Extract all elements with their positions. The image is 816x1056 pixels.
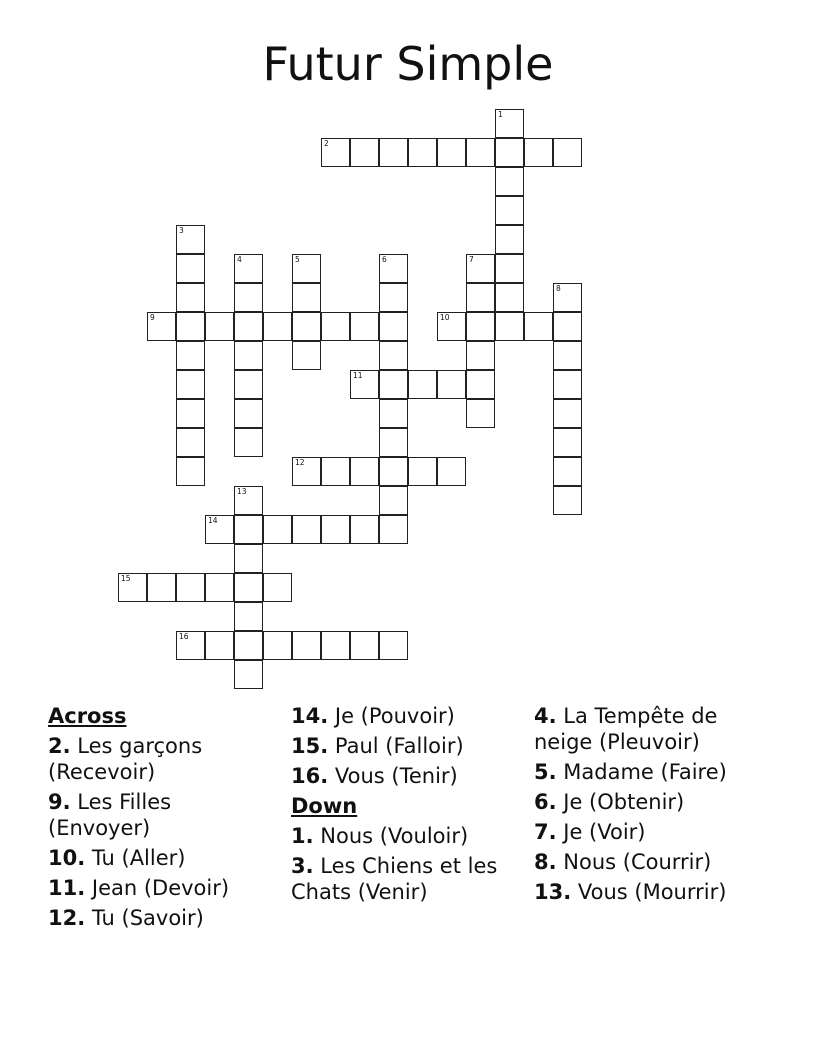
clue-number: 10. — [48, 846, 86, 870]
clue-number-label: 10 — [440, 313, 450, 322]
crossword-cell[interactable] — [350, 631, 379, 660]
clue-item — [48, 845, 278, 871]
clue-number-label: 8 — [556, 284, 561, 293]
crossword-cell[interactable] — [176, 573, 205, 602]
clue-number-label: 11 — [353, 371, 363, 380]
crossword-cell[interactable] — [495, 312, 524, 341]
crossword-cell[interactable] — [234, 312, 263, 341]
crossword-cell[interactable] — [379, 312, 408, 341]
crossword-cell[interactable] — [234, 399, 263, 428]
clue-text: Je (Pouvoir) — [328, 704, 455, 728]
clue-text: Vous (Mourrir) — [571, 880, 727, 904]
crossword-cell[interactable] — [292, 515, 321, 544]
clue-number-label: 1 — [498, 110, 503, 119]
clue-text: Jean (Devoir) — [85, 876, 230, 900]
clue-text: Les Chiens et les Chats (Venir) — [291, 854, 498, 904]
crossword-cell[interactable] — [176, 370, 205, 399]
clue-text: Les Filles (Envoyer) — [48, 790, 172, 840]
crossword-cell[interactable] — [292, 631, 321, 660]
clue-number-label: 6 — [382, 255, 387, 264]
page-title: Futur Simple — [262, 37, 554, 91]
crossword-cell[interactable] — [263, 515, 292, 544]
clue-number-label: 9 — [150, 313, 155, 322]
clue-item — [291, 733, 521, 759]
crossword-cell[interactable] — [176, 341, 205, 370]
clue-number-label: 15 — [121, 574, 131, 583]
clue-heading: Down — [291, 794, 358, 818]
clue-text: Je (Obtenir) — [556, 790, 685, 814]
clue-text: Les garçons (Recevoir) — [48, 734, 203, 784]
crossword-cell[interactable] — [292, 254, 321, 283]
clue-item — [48, 905, 278, 931]
crossword-cell[interactable] — [292, 312, 321, 341]
crossword-cell[interactable] — [379, 283, 408, 312]
crossword-cell[interactable] — [495, 254, 524, 283]
crossword-cell[interactable] — [234, 660, 263, 689]
clue-number-label: 14 — [208, 516, 218, 525]
clue-text: Madame (Faire) — [556, 760, 727, 784]
crossword-cell[interactable] — [466, 283, 495, 312]
clue-number: 3. — [291, 854, 314, 878]
crossword-cell[interactable] — [292, 341, 321, 370]
clue-heading: Across — [48, 704, 127, 728]
crossword-cell[interactable] — [408, 457, 437, 486]
clue-number: 11. — [48, 876, 86, 900]
clue-text: Paul (Falloir) — [328, 734, 464, 758]
crossword-cell[interactable] — [379, 138, 408, 167]
clue-column-1 — [48, 703, 278, 935]
crossword-cell[interactable] — [553, 399, 582, 428]
crossword-cell[interactable] — [495, 196, 524, 225]
crossword-cell[interactable] — [321, 312, 350, 341]
clue-number: 9. — [48, 790, 71, 814]
crossword-cell[interactable] — [553, 283, 582, 312]
clue-column-2 — [291, 703, 521, 909]
crossword-cell[interactable] — [495, 283, 524, 312]
crossword-cell[interactable] — [408, 138, 437, 167]
crossword-cell[interactable] — [234, 515, 263, 544]
crossword-cell[interactable] — [234, 428, 263, 457]
crossword-cell[interactable] — [466, 312, 495, 341]
crossword-cell[interactable] — [321, 457, 350, 486]
crossword-cell[interactable] — [466, 399, 495, 428]
clue-item — [534, 789, 774, 815]
crossword-cell[interactable] — [176, 428, 205, 457]
clue-number: 2. — [48, 734, 71, 758]
crossword-cell[interactable] — [321, 515, 350, 544]
crossword-cell[interactable] — [350, 370, 379, 399]
crossword-cell[interactable] — [553, 312, 582, 341]
crossword-cell[interactable] — [176, 312, 205, 341]
crossword-cell[interactable] — [234, 573, 263, 602]
crossword-cell[interactable] — [524, 312, 553, 341]
crossword-cell[interactable] — [379, 399, 408, 428]
clue-number-label: 12 — [295, 458, 305, 467]
crossword-cell[interactable] — [466, 138, 495, 167]
crossword-cell[interactable] — [176, 283, 205, 312]
crossword-cell[interactable] — [176, 457, 205, 486]
crossword-cell[interactable] — [118, 573, 147, 602]
crossword-cell[interactable] — [205, 312, 234, 341]
clue-number: 8. — [534, 850, 557, 874]
crossword-cell[interactable] — [495, 138, 524, 167]
clue-item — [534, 703, 774, 755]
crossword-cell[interactable] — [321, 138, 350, 167]
clue-number: 7. — [534, 820, 557, 844]
crossword-cell[interactable] — [437, 457, 466, 486]
clue-text: La Tempête de neige (Pleuvoir) — [534, 704, 718, 754]
crossword-cell[interactable] — [205, 631, 234, 660]
crossword-cell[interactable] — [379, 457, 408, 486]
crossword-cell[interactable] — [234, 486, 263, 515]
clue-column-3 — [534, 703, 774, 909]
clue-number-label: 2 — [324, 139, 329, 148]
clue-item — [534, 849, 774, 875]
clue-text: Nous (Vouloir) — [313, 824, 469, 848]
clue-number: 5. — [534, 760, 557, 784]
crossword-cell[interactable] — [147, 312, 176, 341]
crossword-cell[interactable] — [466, 254, 495, 283]
clue-number: 1. — [291, 824, 314, 848]
crossword-cell[interactable] — [263, 631, 292, 660]
clue-text: Tu (Savoir) — [85, 906, 204, 930]
clue-item — [291, 823, 521, 849]
crossword-cell[interactable] — [263, 312, 292, 341]
clue-number: 15. — [291, 734, 329, 758]
crossword-cell[interactable] — [379, 631, 408, 660]
crossword-cell[interactable] — [176, 254, 205, 283]
clue-number: 6. — [534, 790, 557, 814]
crossword-cell[interactable] — [234, 602, 263, 631]
clue-number: 12. — [48, 906, 86, 930]
crossword-cell[interactable] — [176, 631, 205, 660]
crossword-cell[interactable] — [495, 225, 524, 254]
crossword-cell[interactable] — [408, 370, 437, 399]
crossword-cell[interactable] — [379, 370, 408, 399]
crossword-cell[interactable] — [350, 312, 379, 341]
clue-item — [534, 759, 774, 785]
clue-number: 16. — [291, 764, 329, 788]
clue-item — [48, 789, 278, 841]
crossword-cell[interactable] — [176, 225, 205, 254]
crossword-cell[interactable] — [379, 428, 408, 457]
clue-number-label: 7 — [469, 255, 474, 264]
clue-item — [291, 853, 521, 905]
crossword-cell[interactable] — [553, 457, 582, 486]
crossword-cell[interactable] — [379, 341, 408, 370]
crossword-cell[interactable] — [553, 428, 582, 457]
clue-item — [291, 703, 521, 729]
clue-number: 14. — [291, 704, 329, 728]
crossword-cell[interactable] — [321, 631, 350, 660]
crossword-cell[interactable] — [437, 370, 466, 399]
clue-number-label: 5 — [295, 255, 300, 264]
crossword-cell[interactable] — [495, 109, 524, 138]
crossword-cell[interactable] — [234, 254, 263, 283]
crossword-cell[interactable] — [466, 370, 495, 399]
crossword-cell[interactable] — [234, 370, 263, 399]
crossword-cell[interactable] — [350, 457, 379, 486]
crossword-cell[interactable] — [553, 486, 582, 515]
crossword-cell[interactable] — [234, 341, 263, 370]
crossword-cell[interactable] — [263, 573, 292, 602]
crossword-cell[interactable] — [292, 457, 321, 486]
clue-item — [48, 733, 278, 785]
clue-number-label: 13 — [237, 487, 247, 496]
crossword-cell[interactable] — [466, 341, 495, 370]
crossword-cell[interactable] — [234, 283, 263, 312]
crossword-cell[interactable] — [292, 283, 321, 312]
crossword-cell[interactable] — [234, 631, 263, 660]
clue-text: Nous (Courrir) — [556, 850, 712, 874]
clue-number-label: 3 — [179, 226, 184, 235]
crossword-cell[interactable] — [553, 138, 582, 167]
clue-number: 4. — [534, 704, 557, 728]
crossword-cell[interactable] — [379, 515, 408, 544]
clue-item — [48, 875, 278, 901]
crossword-cell[interactable] — [553, 370, 582, 399]
clue-item — [534, 879, 774, 905]
crossword-cell[interactable] — [350, 515, 379, 544]
crossword-cell[interactable] — [553, 341, 582, 370]
clue-text: Tu (Aller) — [85, 846, 186, 870]
crossword-cell[interactable] — [437, 138, 466, 167]
clue-text: Vous (Tenir) — [328, 764, 458, 788]
clue-text: Je (Voir) — [556, 820, 646, 844]
crossword-cell[interactable] — [379, 254, 408, 283]
crossword-cell[interactable] — [234, 544, 263, 573]
crossword-cell[interactable] — [437, 312, 466, 341]
crossword-cell[interactable] — [524, 138, 553, 167]
clue-item — [534, 819, 774, 845]
crossword-cell[interactable] — [495, 167, 524, 196]
clue-number-label: 16 — [179, 632, 189, 641]
clue-number: 13. — [534, 880, 572, 904]
crossword-cell[interactable] — [147, 573, 176, 602]
crossword-cell[interactable] — [176, 399, 205, 428]
clue-item — [291, 763, 521, 789]
crossword-cell[interactable] — [379, 486, 408, 515]
crossword-cell[interactable] — [205, 515, 234, 544]
crossword-cell[interactable] — [350, 138, 379, 167]
clue-number-label: 4 — [237, 255, 242, 264]
crossword-cell[interactable] — [205, 573, 234, 602]
